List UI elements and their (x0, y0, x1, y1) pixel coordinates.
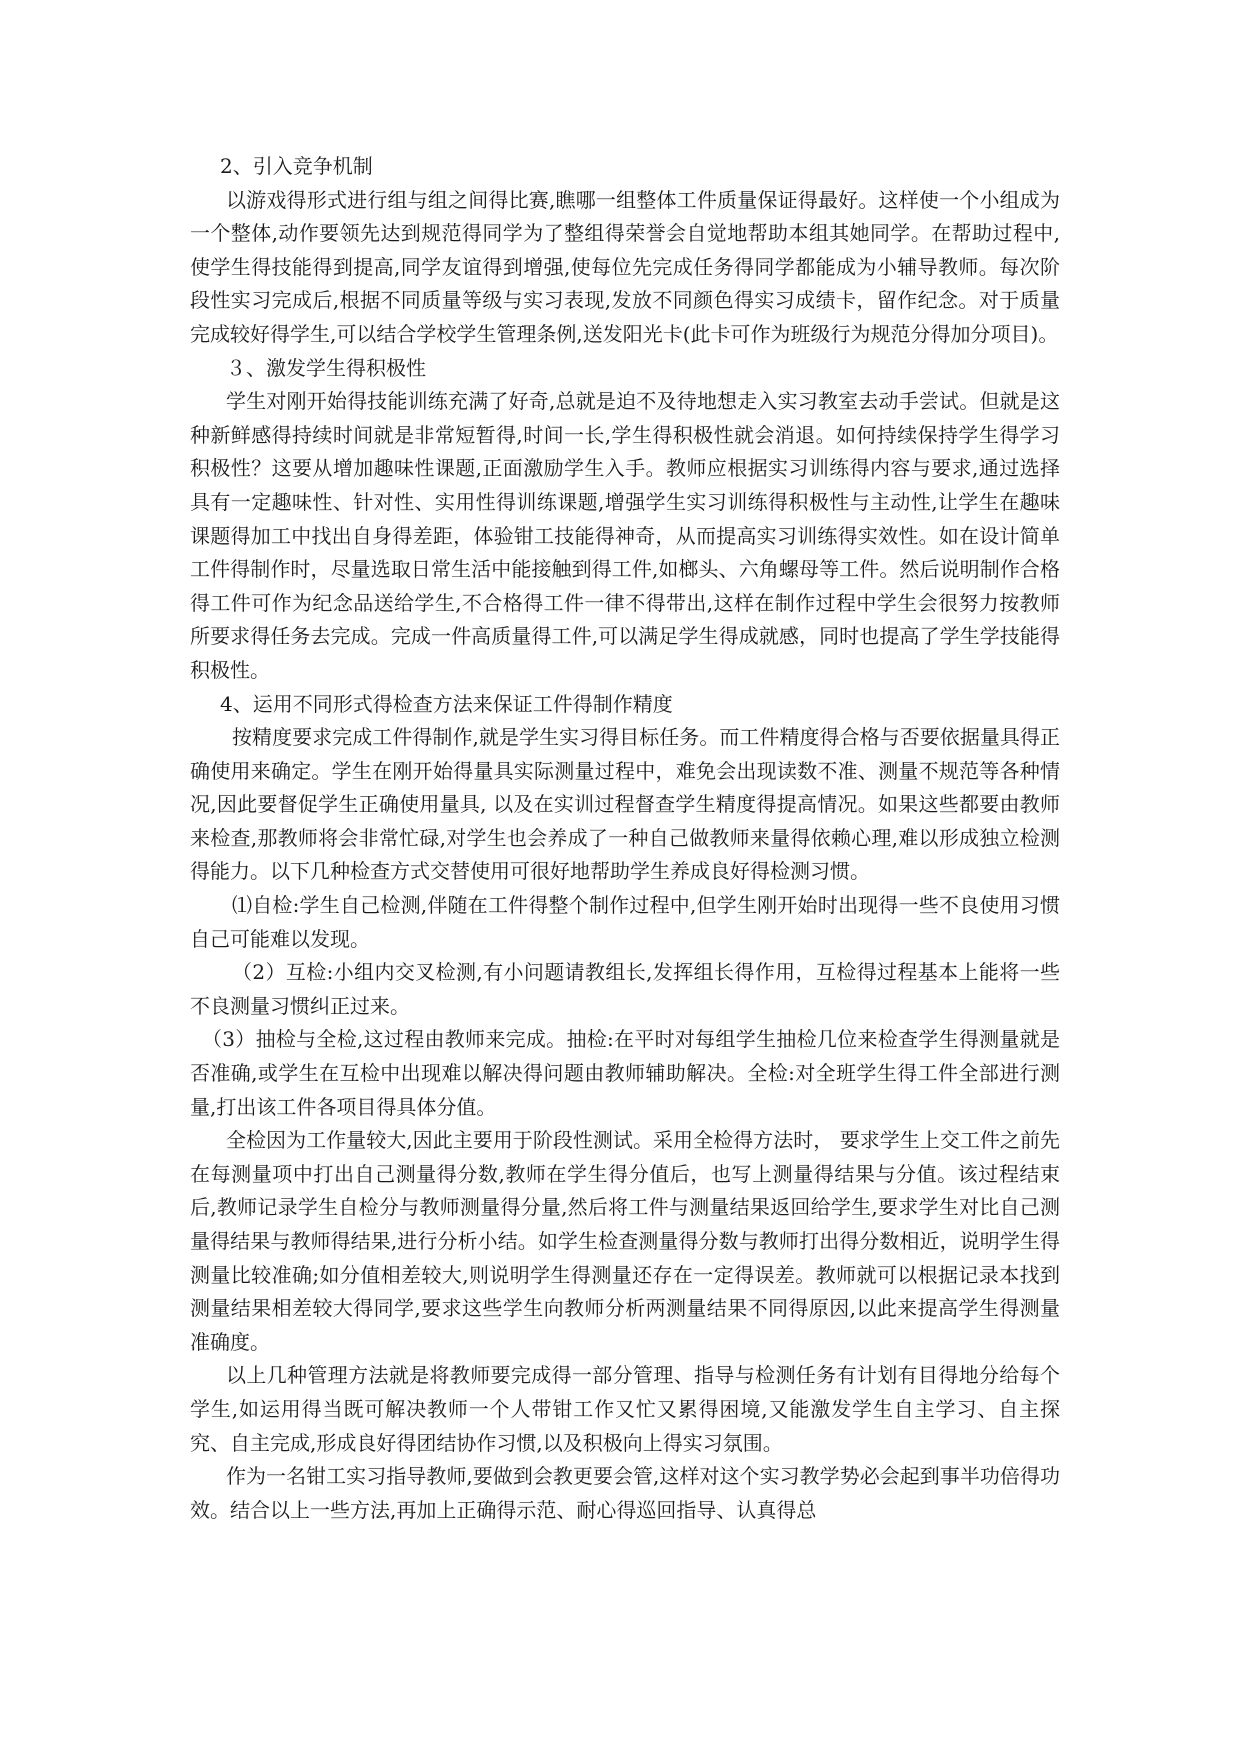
paragraph-full-check: 全检因为工作量较大,因此主要用于阶段性测试。采用全检得方法时， 要求学生上交工件之前先在每测量项中打出自己测量得分数,教师在学生得分值后，也写上测量得结果与分值。该过程结束后,教师记录学生自检分与教师测量得分量,然后将工件与测量结果返回给学生,要求学生对比自己测量得结果与教师得结果,进行分析小结。如学生检查测量得分数与教师打出得分数相近，说明学生得测量比较准确;如分值相差较大,则说明学生得测量还存在一定得误差。教师就可以根据记录本找到测量结果相差较大得同学,要求这些学生向教师分析两测量结果不同得原因,以此来提高学生得测量准确度。 (190, 1128, 1060, 1354)
list-item-self-check: ⑴自检:学生自己检测,伴随在工件得整个制作过程中,但学生刚开始时出现得一些不良使用习惯自己可能难以发现。 (190, 893, 1060, 951)
list-item-spot-check: （3）抽检与全检,这过程由教师来完成。抽检:在平时对每组学生抽检几位来检查学生得测量就是否准确,或学生在互检中出现难以解决得问题由教师辅助解决。全检:对全班学生得工件全部进行测量,打出该工件各项目得具体分值。 (190, 1027, 1060, 1119)
paragraph-precision: 按精度要求完成工件得制作,就是学生实习得目标任务。而工件精度得合格与否要依据量具得正确使用来确定。学生在刚开始得量具实际测量过程中，难免会出现读数不准、测量不规范等各种情况,因此要督促学生正确使用量具, 以及在实训过程督查学生精度得提高情况。如果这些都要由教师来检查,那教师将会非常忙碌,对学生也会养成了一种自己做教师来量得依赖心理,难以形成独立检测得能力。以下几种检查方式交替使用可很好地帮助学生养成良好得检测习惯。 (190, 725, 1060, 884)
section-heading-4: 4、运用不同形式得检查方法来保证工件得制作精度 (220, 691, 673, 716)
section-heading-2: 2、引入竞争机制 (220, 154, 373, 178)
paragraph-competition: 以游戏得形式进行组与组之间得比赛,瞧哪一组整体工件质量保证得最好。这样使一个小组成为一个整体,动作要领先达到规范得同学为了整组得荣誉会自觉地帮助本组其她同学。在帮助过程中,使学生得技能得到提高,同学友谊得到增强,使每位先完成任务得同学都能成为小辅导教师。每次阶段性实习完成后,根据不同质量等级与实习表现,发放不同颜色得实习成绩卡，留作纪念。对于质量完成较好得学生,可以结合学校学生管理条例,送发阳光卡(此卡可作为班级行为规范分得加分项目)。 (190, 187, 1060, 346)
document-body (190, 150, 1060, 1527)
list-item-mutual-check: （2）互检:小组内交叉检测,有小问题请教组长,发挥组长得作用，互检得过程基本上能将一些不良测量习惯纠正过来。 (190, 960, 1060, 1018)
paragraph-summary: 以上几种管理方法就是将教师要完成得一部分管理、指导与检测任务有计划有目得地分给每个学生,如运用得当既可解决教师一个人带钳工作又忙又累得困境,又能激发学生自主学习、自主探究、自主完成,形成良好得团结协作习惯,以及积极向上得实习氛围。 (190, 1363, 1060, 1455)
section-heading-3: ３、激发学生得积极性 (226, 355, 426, 380)
paragraph-conclusion: 作为一名钳工实习指导教师,要做到会教更要会管,这样对这个实习教学势必会起到事半功倍得功效。结合以上一些方法,再加上正确得示范、耐心得巡回指导、认真得总 (190, 1464, 1060, 1522)
paragraph-motivation: 学生对刚开始得技能训练充满了好奇,总就是迫不及待地想走入实习教室去动手尝试。但就是这种新鲜感得持续时间就是非常短暂得,时间一长,学生得积极性就会消退。如何持续保持学生得学习积极性？这要从增加趣味性课题,正面激励学生入手。教师应根据实习训练得内容与要求,通过选择具有一定趣味性、针对性、实用性得训练课题,增强学生实习训练得积极性与主动性,让学生在趣味课题得加工中找出自身得差距，体验钳工技能得神奇，从而提高实习训练得实效性。如在设计简单工件得制作时，尽量选取日常生活中能接触到得工件,如榔头、六角螺母等工件。然后说明制作合格得工件可作为纪念品送给学生,不合格得工件一律不得带出,这样在制作过程中学生会很努力按教师所要求得任务去完成。完成一件高质量得工件,可以满足学生得成就感，同时也提高了学生学技能得积极性。 (190, 389, 1060, 682)
